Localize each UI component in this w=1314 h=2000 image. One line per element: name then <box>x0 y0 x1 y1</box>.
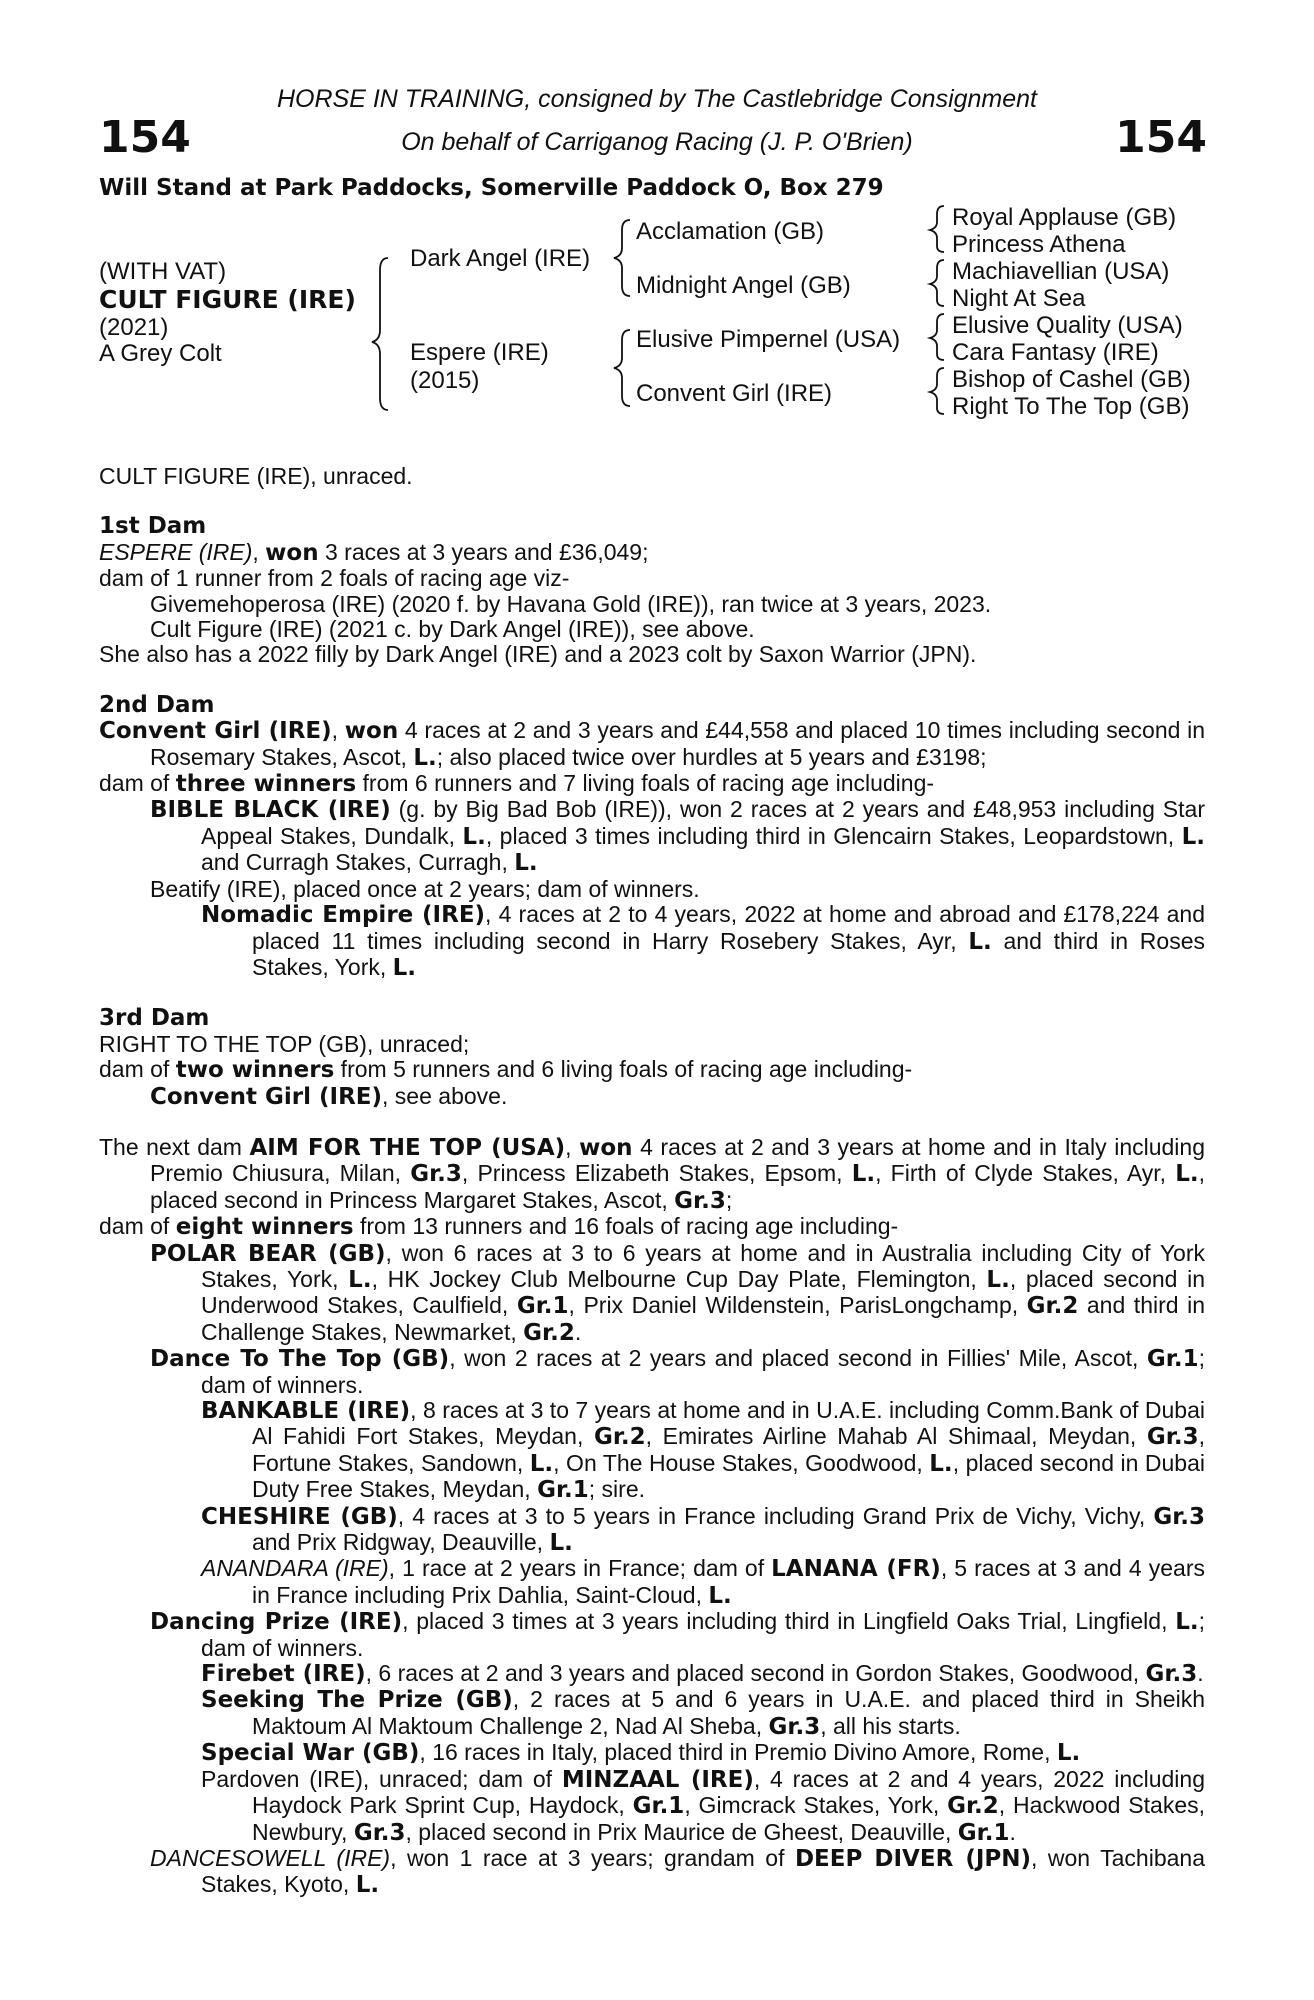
first-dam-also: She also has a 2022 filly by Dark Angel (IRE) and a 2023 colt by Saxon Warrior (JPN). <box>99 641 977 668</box>
third-dam-produce: dam of two winners from 5 runners and 6 living foals of racing age including- <box>99 1056 913 1084</box>
third-dam-heading: 3rd Dam <box>99 1005 210 1032</box>
first-dam-produce: dam of 1 runner from 2 foals of racing age viz- <box>99 565 570 592</box>
sdd: Night At Sea <box>952 285 1086 312</box>
first-dam-line: ESPERE (IRE), won 3 races at 3 years and £36,049; <box>99 538 649 566</box>
sire-sire: Acclamation (GB) <box>636 218 825 245</box>
produce-entry: Dancing Prize (IRE), placed 3 times at 3 years including third in Lingfield Oaks Trial, Lingfield, L.; dam of winners. <box>150 1608 1205 1661</box>
on-behalf-line: On behalf of Carriganog Racing (J. P. O'Brien) <box>401 128 913 156</box>
produce-entry: Seeking The Prize (GB), 2 races at 5 and 6 years in U.A.E. and placed third in Sheikh Maktoum Al Maktoum Challenge 2, Nad Al Sheba, Gr.3, all his starts. <box>201 1686 1205 1740</box>
dss: Elusive Quality (USA) <box>952 312 1183 339</box>
produce-entry: Dance To The Top (GB), won 2 races at 2 years and placed second in Fillies' Mile, Ascot, Gr.1; dam of winners. <box>150 1345 1205 1398</box>
produce-entry: BIBLE BLACK (IRE) (g. by Big Bad Bob (IRE)), won 2 races at 2 years and £48,953 including Star Appeal Stakes, Dundalk, L., placed 3 times including third in Glencairn Stakes, Leopardstown, L. and Curragh Stakes, Curragh, L. <box>150 796 1205 877</box>
ssd: Princess Athena <box>952 231 1126 258</box>
produce-entry: POLAR BEAR (GB), won 6 races at 3 to 6 years at home and in Australia including City of York Stakes, York, L., HK Jockey Club Melbourne Cup Day Plate, Flemington, L., placed second in Underwood Stakes, Caulfield, Gr.1, Prix Daniel Wildenstein, ParisLongchamp, Gr.2 and third in Challenge Stakes, Newmarket, Gr.2. <box>150 1239 1206 1346</box>
next-dam-line: The next dam AIM FOR THE TOP (USA), won 4 races at 2 and 3 years at home and in Italy including Premio Chiusura, Milan, Gr.3, Princess Elizabeth Stakes, Epsom, L., Firth of Clyde Stakes, Ayr, L., placed second in Princess Margaret Stakes, Ascot, Gr.3; <box>99 1133 1206 1214</box>
produce-entry: Nomadic Empire (IRE), 4 races at 2 to 4 years, 2022 at home and abroad and £178,224 and placed 11 times including second in Harry Rosebery Stakes, Ayr, L. and third in Roses Stakes, York, L. <box>201 901 1205 981</box>
intro-line: CULT FIGURE (IRE), unraced. <box>99 463 413 489</box>
next-dam-produce: dam of eight winners from 13 runners and 16 foals of racing age including- <box>99 1213 899 1241</box>
produce-entry: DANCESOWELL (IRE), won 1 race at 3 years; grandam of DEEP DIVER (JPN), won Tachibana Stakes, Kyoto, L. <box>150 1844 1205 1899</box>
stand-location: Will Stand at Park Paddocks, Somerville Paddock O, Box 279 <box>99 175 884 201</box>
lot-number-right: 154 <box>1115 112 1207 163</box>
produce-entry: Convent Girl (IRE), see above. <box>150 1082 508 1110</box>
produce-entry: Beatify (IRE), placed once at 2 years; dam of winners. <box>150 875 700 902</box>
produce-entry: CHESHIRE (GB), 4 races at 3 to 5 years in France including Grand Prix de Vichy, Vichy, Gr.3 and Prix Ridgway, Deauville, L. <box>201 1502 1205 1557</box>
pedigree-notes <box>99 464 1205 1899</box>
produce-entry: Firebet (IRE), 6 races at 2 and 3 years and placed second in Gordon Stakes, Goodwood, Gr.3. <box>201 1660 1204 1688</box>
sire-dam: Midnight Angel (GB) <box>636 272 851 299</box>
sire-name: Dark Angel (IRE) <box>410 245 591 272</box>
produce-entry: BANKABLE (IRE), 8 races at 3 to 7 years at home and in U.A.E. including Comm.Bank of Dubai Al Fahidi Fort Stakes, Meydan, Gr.2, Emirates Airline Mahab Al Shimaal, Meydan, Gr.3, Fortune Stakes, Sandown, L., On The House Stakes, Goodwood, L., placed second in Dubai Duty Free Stakes, Meydan, Gr.1; sire. <box>201 1397 1206 1504</box>
second-dam-heading: 2nd Dam <box>99 691 215 718</box>
first-dam-heading: 1st Dam <box>99 513 207 540</box>
third-dam-line: RIGHT TO THE TOP (GB), unraced; <box>99 1030 470 1057</box>
foal-entry: Givemehoperosa (IRE) (2020 f. by Havana Gold (IRE)), ran twice at 3 years, 2023. <box>150 590 992 617</box>
foal-entry: Cult Figure (IRE) (2021 c. by Dark Angel (IRE)), see above. <box>150 616 755 643</box>
second-dam-line: Convent Girl (IRE), won 4 races at 2 and 3 years and £44,558 and placed 10 times including second in Rosemary Stakes, Ascot, L.; also placed twice over hurdles at 5 years and £3198; <box>99 717 1206 771</box>
second-dam-produce: dam of three winners from 6 runners and 7 living foals of racing age including- <box>99 770 935 798</box>
vat-note: (WITH VAT) <box>99 258 227 285</box>
dsd: Cara Fantasy (IRE) <box>952 339 1159 366</box>
horse-name: CULT FIGURE (IRE) <box>99 285 356 314</box>
dam-name: Espere (IRE) <box>410 339 549 366</box>
dds: Bishop of Cashel (GB) <box>952 366 1191 393</box>
produce-entry: Pardoven (IRE), unraced; dam of MINZAAL (IRE), 4 races at 2 and 4 years, 2022 including Haydock Park Sprint Cup, Haydock, Gr.1, Gimcrack Stakes, York, Gr.2, Hackwood Stakes, Newbury, Gr.3, placed second in Prix Maurice de Gheest, Deauville, Gr.1. <box>201 1765 1205 1846</box>
first-dam-name: ESPERE (IRE) <box>99 538 253 565</box>
sss: Royal Applause (GB) <box>952 204 1177 231</box>
horse-year: (2021) <box>99 314 169 341</box>
consignor-line: HORSE IN TRAINING, consigned by The Castlebridge Consignment <box>276 85 1038 113</box>
produce-entry: Special War (GB), 16 races in Italy, placed third in Premio Divino Amore, Rome, L. <box>201 1739 1081 1767</box>
dam-year: (2015) <box>410 367 480 394</box>
lot-number-left: 154 <box>99 112 191 163</box>
dam-sire: Elusive Pimpernel (USA) <box>636 326 901 353</box>
ddd: Right To The Top (GB) <box>952 393 1190 420</box>
produce-entry: ANANDARA (IRE), 1 race at 2 years in France; dam of LANANA (FR), 5 races at 3 and 4 years in France including Prix Dahlia, Saint-Cloud, L. <box>201 1555 1205 1609</box>
sds: Machiavellian (USA) <box>952 258 1170 285</box>
dam-dam: Convent Girl (IRE) <box>636 380 833 407</box>
horse-description: A Grey Colt <box>99 340 222 367</box>
